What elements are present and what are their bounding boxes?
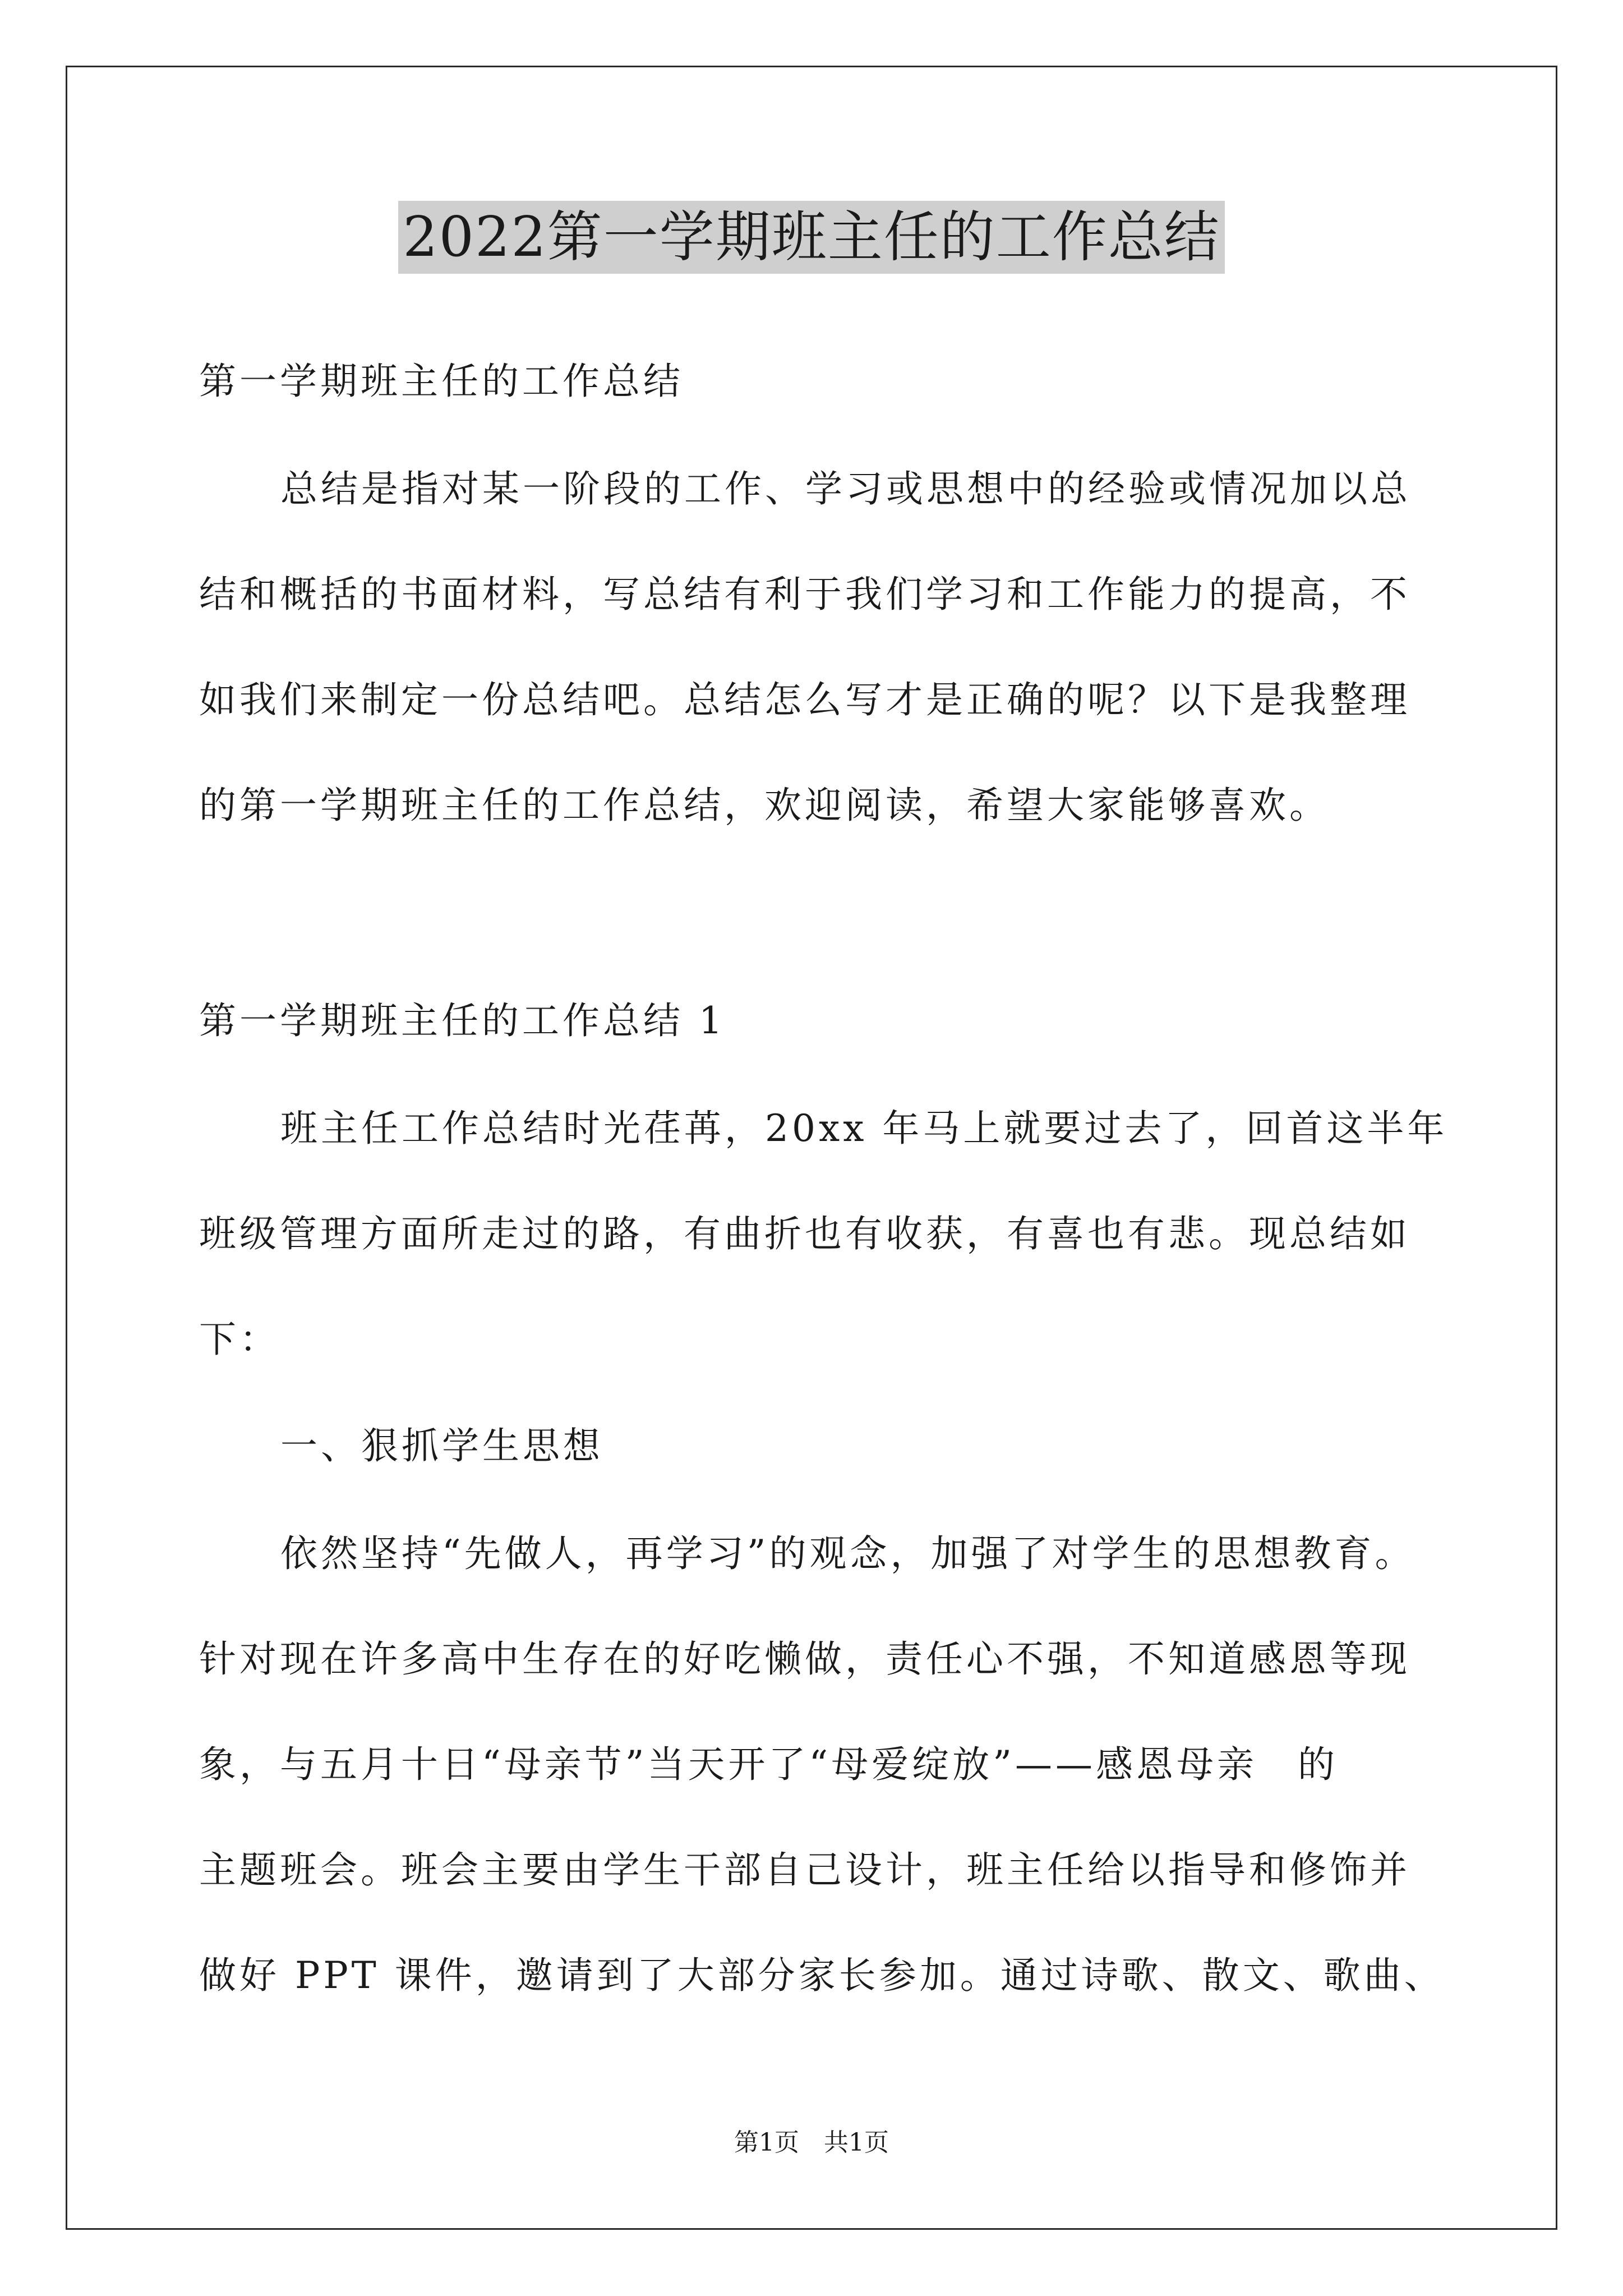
paragraph-line: 针对现在许多高中生存在的好吃懒做，责任心不强，不知道感恩等现 <box>199 1637 1410 1681</box>
title-container <box>0 201 1623 274</box>
paragraph-line: 结和概括的书面材料，写总结有利于我们学习和工作能力的提高，不 <box>199 573 1410 616</box>
paragraph-line: 下： <box>199 1318 280 1361</box>
subtitle-line: 第一学期班主任的工作总结 <box>199 360 684 403</box>
section-heading: 第一学期班主任的工作总结 1 <box>199 999 726 1042</box>
paragraph-line: 如我们来制定一份总结吧。总结怎么写才是正确的呢？以下是我整理 <box>199 678 1410 721</box>
paragraph-line: 主题班会。班会主要由学生干部自己设计，班主任给以指导和修饰并 <box>199 1848 1410 1892</box>
paragraph-line: 班级管理方面所走过的路，有曲折也有收获，有喜也有悲。现总结如 <box>199 1212 1410 1255</box>
paragraph-line: 的第一学期班主任的工作总结，欢迎阅读，希望大家能够喜欢。 <box>199 784 1330 827</box>
page-footer: 第1页 共1页 <box>734 2128 889 2157</box>
paragraph-line: 班主任工作总结时光荏苒，20xx 年马上就要过去了，回首这半年 <box>280 1107 1448 1150</box>
paragraph-line: 总结是指对某一阶段的工作、学习或思想中的经验或情况加以总 <box>280 467 1411 510</box>
document-title: 2022第一学期班主任的工作总结 <box>398 201 1224 274</box>
paragraph-line: 依然坚持“先做人，再学习”的观念，加强了对学生的思想教育。 <box>280 1532 1415 1575</box>
subsection-heading: 一、狠抓学生思想 <box>280 1424 603 1467</box>
paragraph-line: 做好 PPT 课件，邀请到了大部分家长参加。通过诗歌、散文、歌曲、 <box>199 1954 1445 1997</box>
paragraph-line: 象，与五月十日“母亲节”当天开了“母爱绽放”——感恩母亲 的 <box>199 1743 1338 1786</box>
